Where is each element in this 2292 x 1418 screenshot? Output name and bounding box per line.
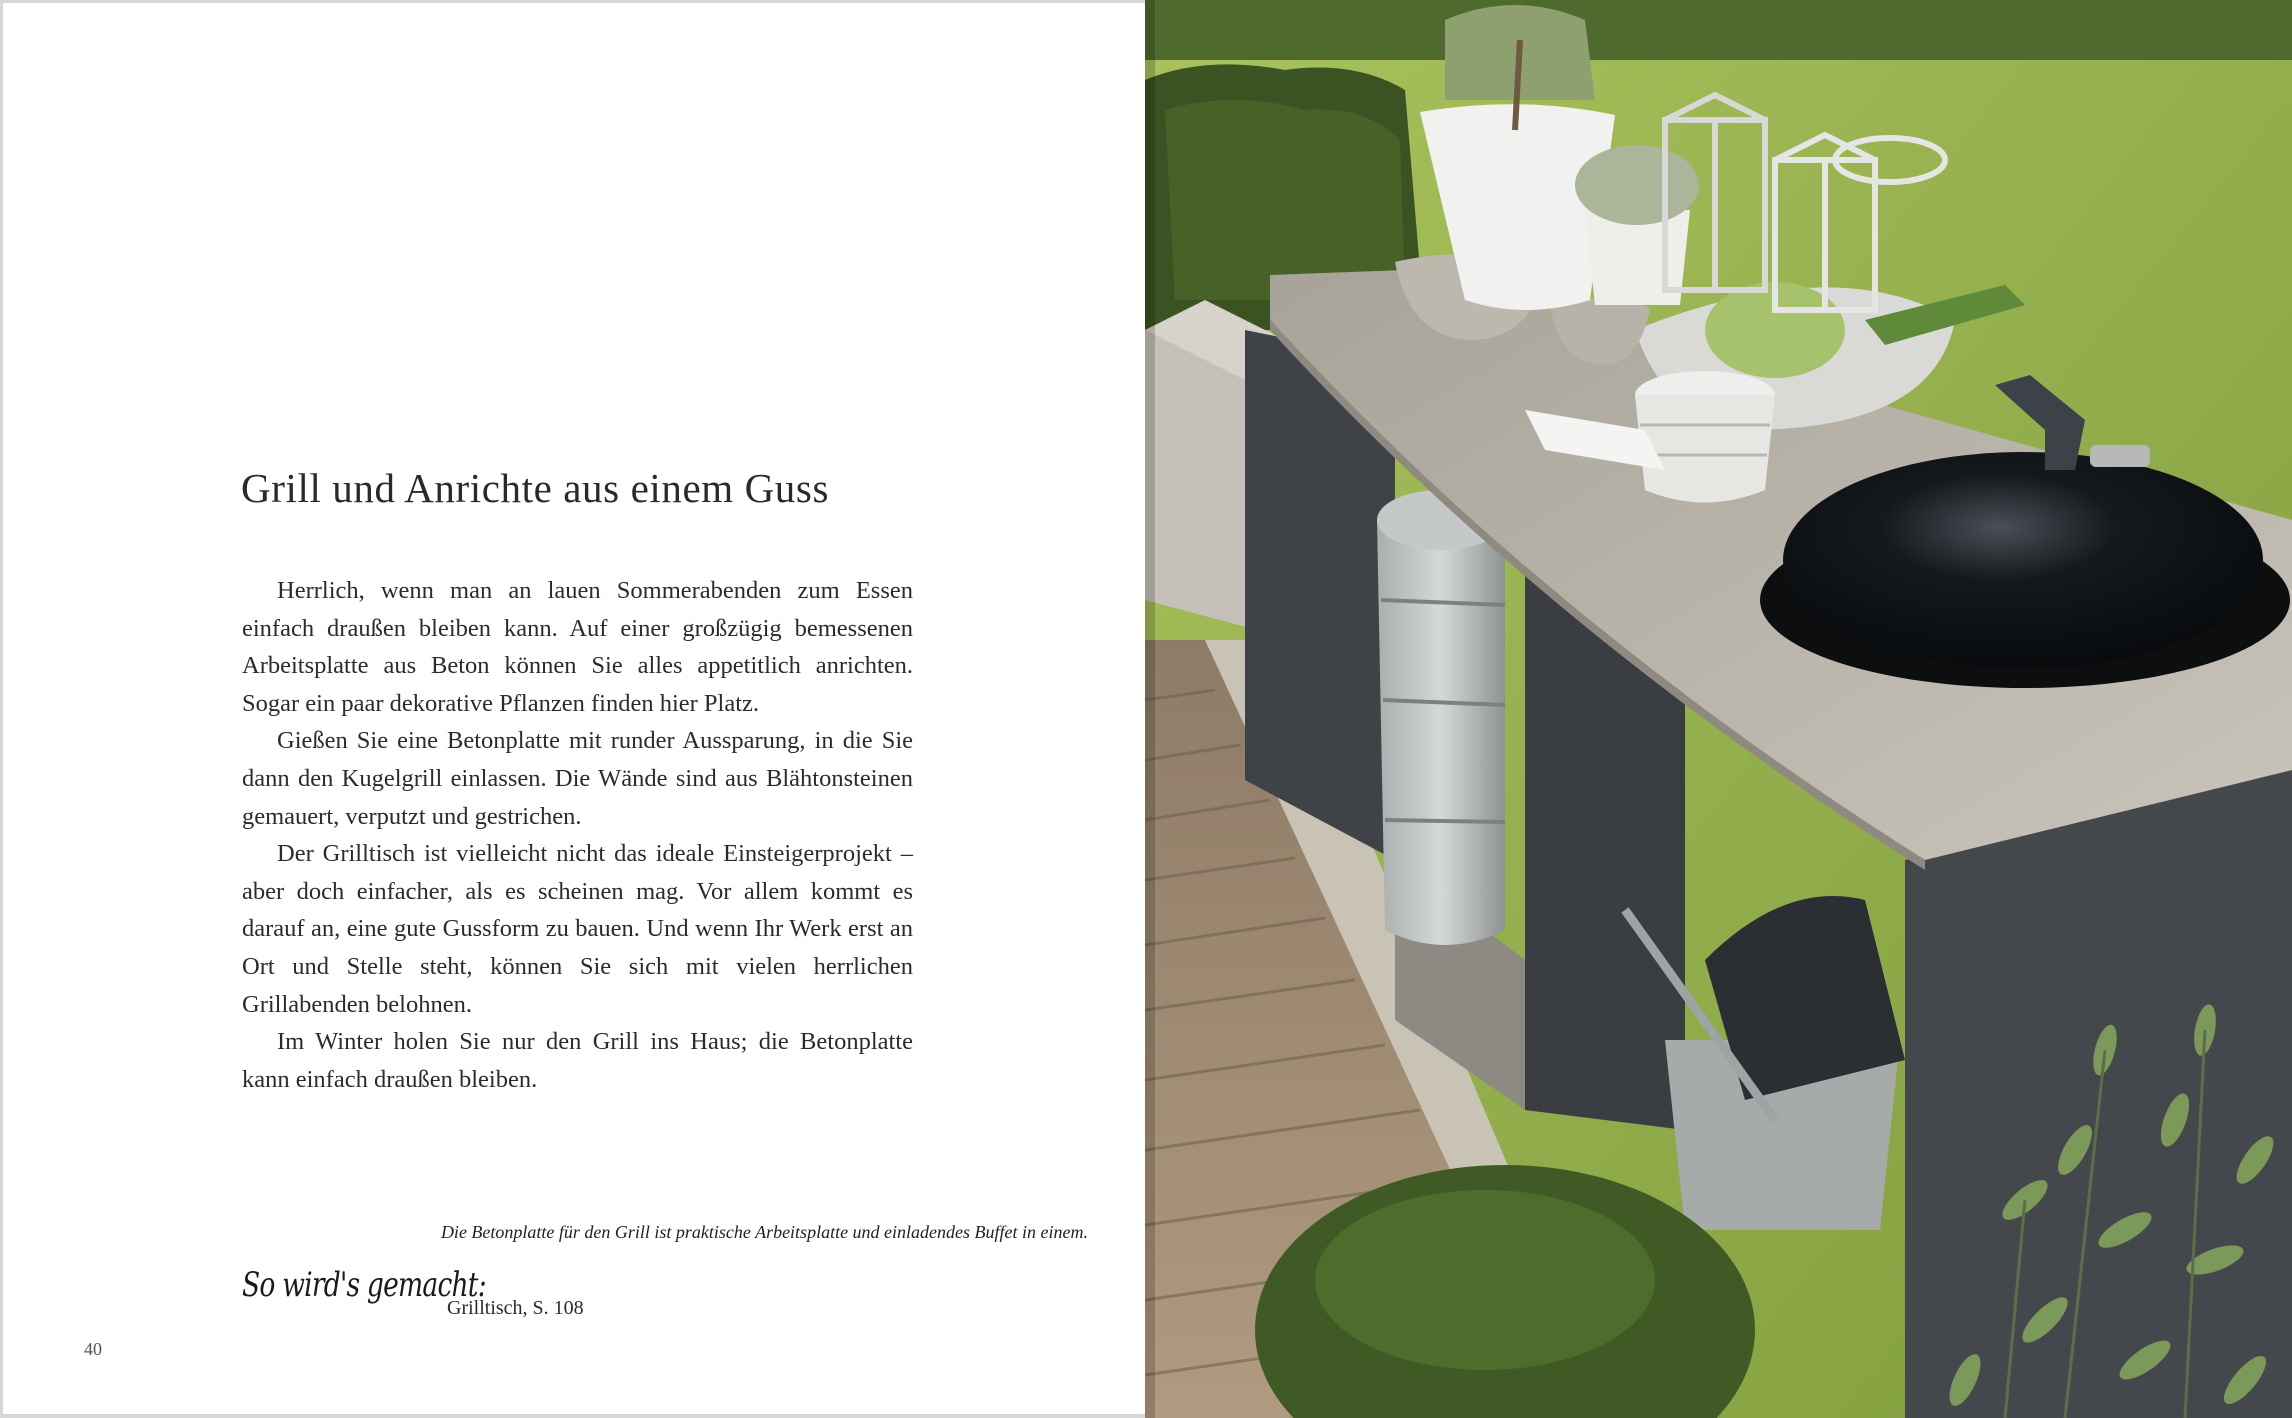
bowl-stack [1635,371,1775,503]
paragraph: Gießen Sie eine Betonplatte mit runder Aussparung, in die Sie dann den Kugelgrill einlassen. Die Wände sind aus Blähtonsteinen gemauert, verputzt und gestrichen. [242,727,913,830]
right-wall [1905,770,2292,1418]
grill-vent [2090,445,2150,467]
howto-page-ref: Grilltisch, S. 108 [447,1297,584,1319]
paragraph: Herrlich, wenn man an lauen Sommerabenden zum Essen einfach draußen bleiben kann. Auf einer großzügig bemessenen Arbeitsplatte aus Beton können Sie alles appetitlich anrichten. Sogar ein paar dekorative Pflanzen finden hier Platz. [242,577,913,717]
photo-caption: Die Betonplatte für den Grill ist praktische Arbeitsplatte und einladendes Buffet in einem. [440,1222,1088,1242]
metal-bin [1377,500,1505,945]
page-title: Grill und Anrichte aus einem Guss [241,465,830,511]
paragraph: Der Grilltisch ist vielleicht nicht das ideale Einsteigerprojekt – aber doch einfacher, als es scheinen mag. Vor allem kommt es darauf an, eine gute Gussform zu bauen. Und wenn Ihr Werk erst an Ort und Stelle steht, können Sie sich mit vielen herrlichen Grillabenden belohnen. [242,840,913,1018]
paragraph: Im Winter holen Sie nur den Grill ins Haus; die Betonplatte kann einfach draußen bleiben. [242,1028,913,1093]
howto-script-label: So wird's gemacht: [242,1265,486,1305]
page-number: 40 [84,1339,102,1359]
boxwood-highlight [1315,1190,1655,1370]
left-page [3,3,1145,1414]
garden-photo [1145,0,2292,1418]
howto-reference [242,1265,584,1355]
tree-shade [1145,0,2292,60]
grill-lid [1783,452,2263,668]
body-text [242,572,913,1098]
hedge-highlight [1165,100,1405,300]
page-gutter-shadow [1145,0,1155,1418]
herb-plant [1575,145,1699,225]
photo-illustration [1145,0,2292,1418]
